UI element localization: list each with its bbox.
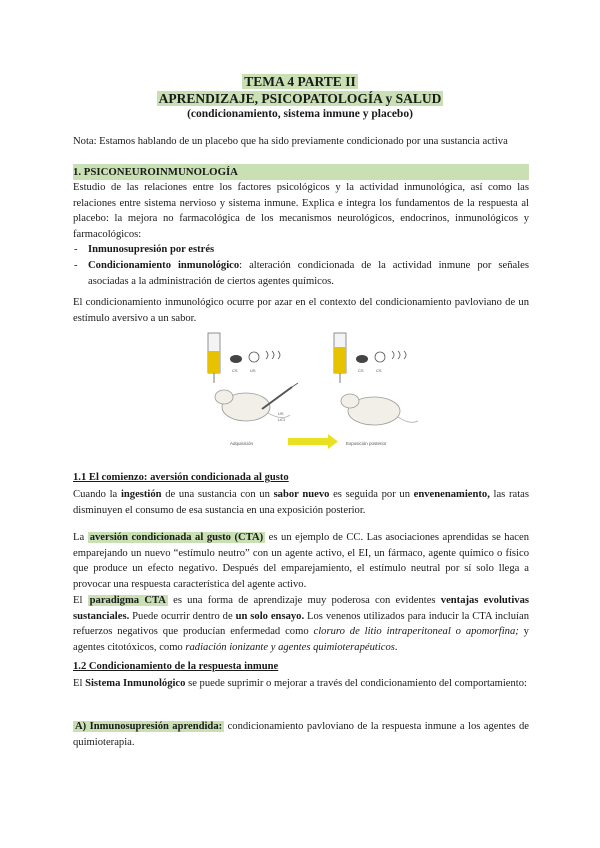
note-text: Nota: Estamos hablando de un placebo que ha sido previamente condicionado por una sustancia activa <box>73 136 508 147</box>
rat-right <box>341 394 418 425</box>
subsection-heading-1-1: 1.1 El comienzo: aversión condicionada al gusto <box>73 472 289 483</box>
figure-label: CS <box>376 368 382 373</box>
subtitle: (condicionamiento, sistema inmune y placebo) <box>187 108 413 120</box>
sub11-paragraph-3: El paradigma CTA es una forma de aprendizaje muy poderosa con evidentes ventajas evolutivas sustanciales. Puede ocurrir dentro de un solo ensayo. Los venenos utilizados para inducir la CTA incluían refuerzos negativos que producían enfermedad como cloruro de litio intraperitoneal o apomorfina; y agentes citotóxicos, como radiación ionizante y agentes quimioterapéuticos. <box>73 595 529 654</box>
title-line-2: APRENDIZAJE, PSICOPATOLOGÍA y SALUD <box>158 91 442 106</box>
section1-intro: Estudio de las relaciones entre los factores psicológicos y la actividad inmunológica, así como las relaciones entre sistema nervioso y sistema inmune. Explica e integra los fundamentos de la respuesta al placebo: la mejora no farmacológica de los mecanismos neurológicos, endocrinos, inmunológicos y farmacológicos: <box>73 182 529 241</box>
bullet-dash: - <box>74 244 78 255</box>
list-item: - Inmunosupresión por estrés <box>88 242 529 258</box>
drinking-bottle-left <box>208 333 220 383</box>
section-heading-psiconeuroinmunologia: 1. PSICONEUROINMUNOLOGÍA <box>73 164 529 180</box>
list-item: - Condicionamiento inmunológico: alteración condicionada de la actividad inmune por señales asociadas a la administración de ciertos agentes químicos. <box>74 260 529 287</box>
stimulus-icons-left <box>230 351 280 373</box>
arrow-icon <box>288 434 338 449</box>
figure-caption-acquisition: Adquisición <box>230 441 254 446</box>
cta-experiment-figure <box>196 327 426 455</box>
sub11-paragraph-1: Cuando la ingestión de una sustancia con un sabor nuevo es seguida por un envenenamiento, las ratas disminuyen el consumo de esa sustancia en una exposición posterior. <box>73 489 529 516</box>
figure-label: LiCl <box>278 417 285 422</box>
bullet-dash: - <box>74 260 78 271</box>
figure-label: CS <box>358 368 364 373</box>
title-line-1: TEMA 4 PARTE II <box>244 74 356 89</box>
drinking-bottle-right <box>334 333 346 383</box>
sub12-paragraph-1: El Sistema Inmunológico se puede suprimir o mejorar a través del condicionamiento del comportamiento: <box>73 678 527 689</box>
figure-label: US <box>250 368 256 373</box>
section1-paragraph-2: El condicionamiento inmunológico ocurre por azar en el contexto del condicionamiento pavloviano de un estímulo aversivo a un sabor. <box>73 297 529 324</box>
figure-caption-exposure: Exposición posterior <box>346 441 387 446</box>
sub12-paragraph-2: A) Inmunosupresión aprendida: condicionamiento pavloviano de la respuesta inmune a los agentes de quimioterapia. <box>73 721 529 748</box>
figure-label: US <box>278 411 284 416</box>
figure-label: CS <box>232 368 238 373</box>
stimulus-icons-right <box>356 351 406 373</box>
sub11-paragraph-2: La aversión condicionada al gusto (CTA) es un ejemplo de CC. Las asociaciones aprendidas se hacen emparejando un nuevo “estímulo neutro” con un agente activo, el EI, un fármaco, agente químico o físico que produce un efecto negativo. Después del emparejamiento, el estímulo neutral por sí solo llega a provocar una respuesta característica del agente activo. <box>73 532 529 591</box>
subsection-heading-1-2: 1.2 Condicionamiento de la respuesta inmune <box>73 661 279 672</box>
